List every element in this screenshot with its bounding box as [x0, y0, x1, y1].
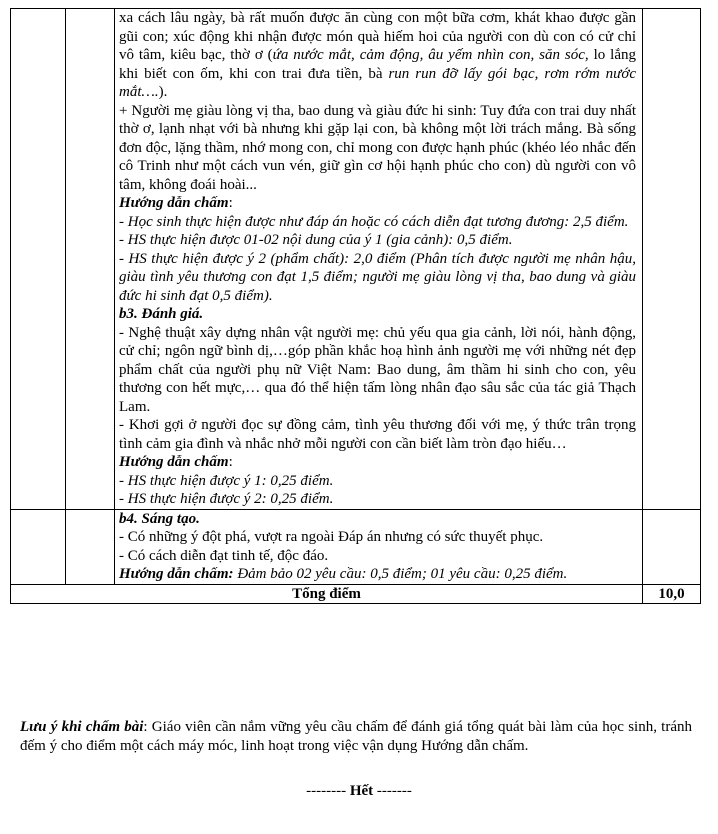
cell-content-b2-b3 — [115, 9, 643, 510]
b3-item: - Khơi gợi ở người đọc sự đồng cảm, tình yêu thương đối với mẹ, ý thức trân trọng tình cảm gia đình và nhắc nhở mỗi người con cần biết làm tròn đạo hiếu… — [119, 417, 636, 452]
b3-item: - Nghệ thuật xây dựng nhân vật người mẹ: chủ yếu qua gia cảnh, lời nói, hành động, cử chỉ; ngôn ngữ bình dị,…góp phần khắc hoạ hình ảnh người mẹ với những nét đẹp phẩm chất của người phụ nữ Việt Nam: Bao dung, âm thầm hi sinh cho con, yêu thương con hết mực,… qua đó thể hiện tấm lòng nhân đạo sâu sắc của tác giả Thạch Lam. — [119, 324, 636, 415]
b2-paragraph-mother-sacrifice: + Người mẹ giàu lòng vị tha, bao dung và giàu đức hi sinh: Tuy đứa con trai duy nhất thờ ơ, lạnh nhạt với bà nhưng khi gặp lại con, bà không một lời trách mắng. Bà sống đơn độc, lặng thầm, nhớ mong con, chỉ mong con được hạnh phúc (khéo léo nhắc đến cô Trinh như một cách vun vén, giữ gìn cơ hội hạnh phúc cho con) dù người con vô tâm, không đoái hoài... — [119, 102, 636, 193]
grading-table — [10, 8, 701, 604]
grading-note — [20, 718, 692, 756]
b2-guide-heading: Hướng dẫn chấm: — [119, 195, 233, 211]
b4-guide: Hướng dẫn chấm: Đảm bảo 02 yêu cầu: 0,5 điểm; 01 yêu cầu: 0,25 điểm. — [119, 566, 568, 582]
cell-part — [11, 509, 66, 584]
b2-paragraph-mother-longing: xa cách lâu ngày, bà rất muốn được ăn cùng con một bữa cơm, khát khao được gần gũi con; xúc động khi nhận được món quà hiếm hoi của người con dù con có cử chỉ vô tâm, kiêu bạc, thờ ơ (ứa nước mắt, cảm động, âu yếm nhìn con, săn sóc, lo lắng khi biết con ốm, khi con trai đưa tiền, bà run run đỡ lấy gói bạc, rơm rớm nước mắt….). — [119, 10, 636, 100]
table-row-b4 — [11, 509, 701, 584]
b2-guide-item: - Học sinh thực hiện được như đáp án hoặc có cách diễn đạt tương đương: 2,5 điểm. — [119, 213, 629, 230]
cell-question — [66, 509, 115, 584]
b3-heading: b3. Đánh giá. — [119, 306, 204, 322]
cell-content-b4 — [115, 509, 643, 584]
b2-guide-item: - HS thực hiện được ý 2 (phẩm chất): 2,0 điểm (Phân tích được người mẹ nhân hậu, giàu tình yêu thương con đạt 1,5 điểm; người mẹ giàu lòng vị tha, bao dung và giàu đức hi sinh đạt 0,5 điểm). — [119, 250, 636, 304]
cell-question — [66, 9, 115, 510]
b4-heading: b4. Sáng tạo. — [119, 510, 200, 527]
table-row-total — [11, 584, 701, 604]
total-label: Tổng điểm — [11, 584, 643, 604]
cell-score — [643, 509, 701, 584]
grading-note-label: Lưu ý khi chấm bài — [20, 719, 144, 735]
table-row-b2-b3 — [11, 9, 701, 510]
b3-guide-heading: Hướng dẫn chấm: — [119, 454, 233, 470]
b3-guide-item: - HS thực hiện được ý 1: 0,25 điểm. — [119, 472, 334, 489]
b3-guide-item: - HS thực hiện được ý 2: 0,25 điểm. — [119, 491, 334, 507]
end-marker: -------- Hết ------- — [306, 783, 412, 799]
b4-item: - Có cách diễn đạt tinh tế, độc đáo. — [119, 547, 329, 564]
b2-guide-item: - HS thực hiện được 01-02 nội dung của ý 1 (gia cảnh): 0,5 điểm. — [119, 232, 513, 248]
total-value: 10,0 — [643, 584, 701, 604]
cell-score — [643, 9, 701, 510]
cell-part — [11, 9, 66, 510]
grading-note-text: : Giáo viên cần nắm vững yêu cầu chấm để đánh giá tổng quát bài làm của học sinh, tránh đếm ý cho điểm một cách máy móc, linh hoạt trong việc vận dụng Hướng dẫn chấm. — [20, 719, 692, 754]
b4-item: - Có những ý đột phá, vượt ra ngoài Đáp án nhưng có sức thuyết phục. — [119, 529, 544, 545]
